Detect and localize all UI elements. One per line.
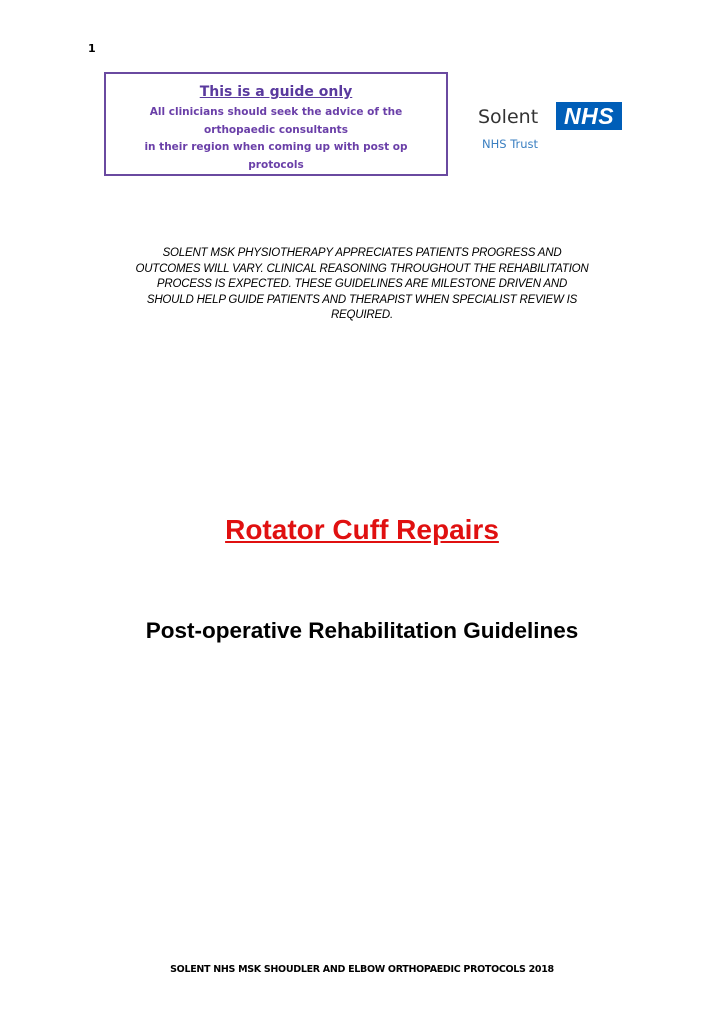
guide-notice-line: orthopaedic consultants: [204, 123, 348, 136]
solent-nhs-logo: [478, 102, 628, 152]
nhs-logo-icon: NHS: [556, 102, 622, 130]
logo-solent-text: Solent: [478, 106, 539, 128]
guide-notice-title: This is a guide only: [199, 84, 353, 100]
disclaimer-line: PROCESS IS EXPECTED. THESE GUIDELINES ARE MILESTONE DRIVEN AND: [156, 278, 568, 290]
page-footer: SOLENT NHS MSK SHOUDLER AND ELBOW ORTHOPAEDIC PROTOCOLS 2018: [170, 964, 554, 975]
document-subtitle: Post-operative Rehabilitation Guidelines: [145, 618, 579, 643]
disclaimer-line: SHOULD HELP GUIDE PATIENTS AND THERAPIST WHEN SPECIALIST REVIEW IS: [146, 293, 578, 306]
disclaimer-line: REQUIRED.: [330, 309, 394, 321]
guide-notice-line: in their region when coming up with post op: [144, 141, 408, 153]
disclaimer-line: OUTCOMES WILL VARY. CLINICAL REASONING THROUGHOUT THE REHABILITATION: [135, 262, 589, 275]
disclaimer-text: [90, 246, 634, 324]
page-number: 1: [88, 42, 96, 55]
logo-trust-text: NHS Trust: [482, 137, 539, 151]
guide-notice-line: All clinicians should seek the advice of the: [149, 106, 403, 118]
guide-notice-box: [104, 72, 448, 176]
guide-notice-line: protocols: [248, 158, 304, 171]
document-title: Rotator Cuff Repairs: [225, 514, 499, 545]
disclaimer-line: SOLENT MSK PHYSIOTHERAPY APPRECIATES PATIENTS PROGRESS AND: [162, 247, 562, 259]
